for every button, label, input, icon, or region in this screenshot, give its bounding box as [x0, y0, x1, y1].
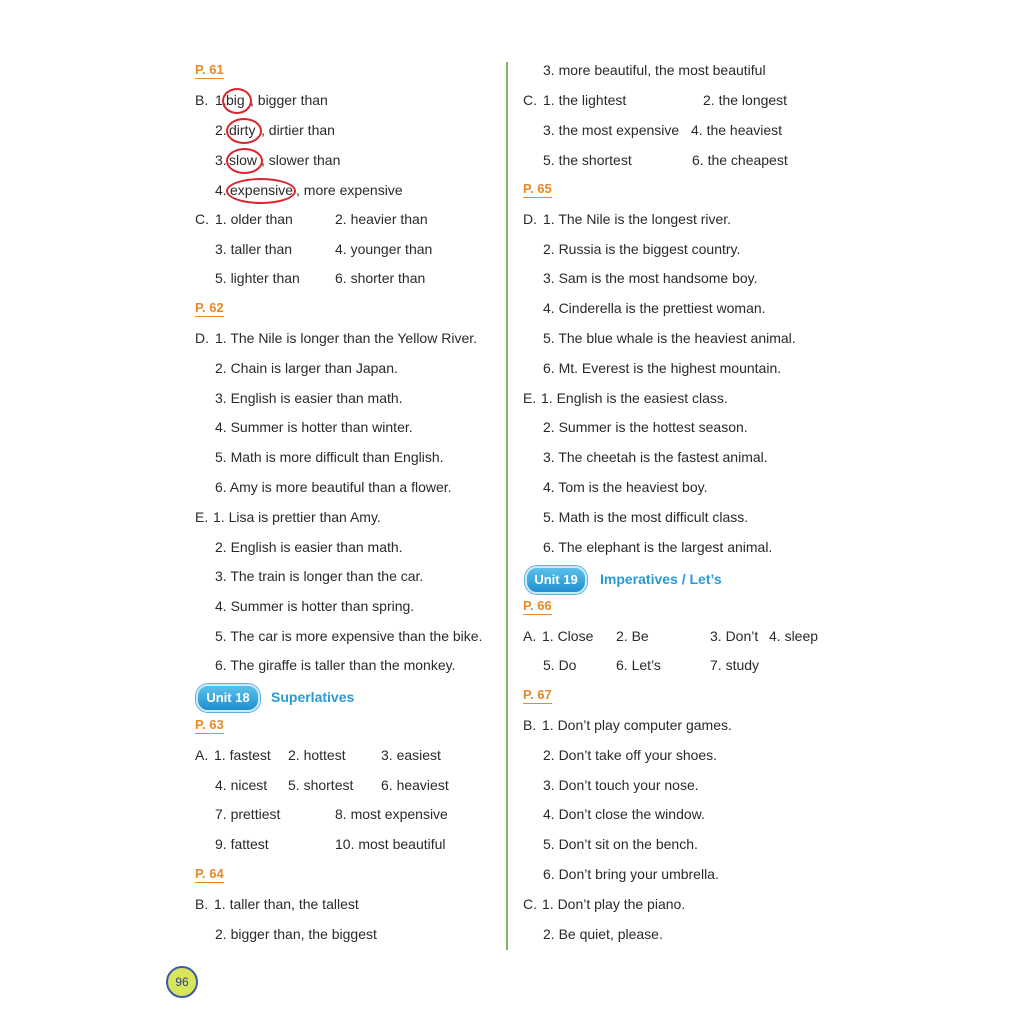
answer-a9: 9. fattest	[215, 836, 269, 852]
section-label-d-r: D.	[523, 211, 537, 227]
answer-rc2: 2. the longest	[703, 92, 788, 108]
page-number-badge: 96	[166, 966, 198, 998]
section-label-e: E.	[195, 509, 209, 525]
answer-ra6: 6. Let’s	[616, 657, 661, 673]
answer-rb5: 5. Don’t sit on the bench.	[543, 836, 698, 852]
section-label-a: A.	[195, 747, 209, 763]
answer-rb4: 4. Don’t close the window.	[543, 806, 705, 822]
answer-re3: 3. The cheetah is the fastest animal.	[543, 449, 768, 465]
answer-rd4: 4. Cinderella is the prettiest woman.	[543, 300, 766, 316]
unit-19-title: Imperatives / Let’s	[600, 571, 722, 587]
unit-18-title: Superlatives	[271, 689, 355, 705]
answer-rc4: 4. the heaviest	[691, 122, 783, 138]
answer-rc2-2: 2. Be quiet, please.	[543, 926, 663, 942]
answer-ra7: 7. study	[710, 657, 760, 673]
answer-b3-rest: , slower than	[261, 152, 341, 168]
section-label-b-64: B.	[195, 896, 209, 912]
page-ref-62: P. 62	[195, 300, 224, 315]
answer-ra5: 5. Do	[543, 657, 577, 673]
section-label-b: B.	[195, 92, 209, 108]
answer-rb6: 6. Don’t bring your umbrella.	[543, 866, 719, 882]
answer-re6: 6. The elephant is the largest animal.	[543, 539, 773, 555]
answer-c4: 4. younger than	[335, 241, 433, 257]
answer-d3: 3. English is easier than math.	[215, 390, 403, 406]
answer-a6: 6. heaviest	[381, 777, 449, 793]
section-label-d: D.	[195, 330, 209, 346]
page-ref-67: P. 67	[523, 687, 552, 702]
answer-b3-word: slow	[229, 152, 258, 168]
answer-b3-num: 3.	[215, 152, 227, 168]
answer-rc5: 5. the shortest	[543, 152, 632, 168]
unit-18-badge: Unit 18	[196, 684, 260, 712]
answer-r3: 3. more beautiful, the most beautiful	[543, 62, 766, 78]
answer-rb2: 2. Don’t take off your shoes.	[543, 747, 718, 763]
answer-rc3: 3. the most expensive	[543, 122, 680, 138]
answer-e3: 3. The train is longer than the car.	[215, 568, 424, 584]
answer-b64-2: 2. bigger than, the biggest	[215, 926, 377, 942]
answer-re2: 2. Summer is the hottest season.	[543, 419, 748, 435]
answer-d2: 2. Chain is larger than Japan.	[215, 360, 398, 376]
answer-e6: 6. The giraffe is taller than the monkey.	[215, 657, 456, 673]
answer-circle-b1	[222, 88, 252, 114]
page-ref-63: P. 63	[195, 717, 224, 732]
answer-c1: 1. older than	[215, 211, 293, 227]
answer-c6: 6. shorter than	[335, 270, 426, 286]
answer-a2: 2. hottest	[288, 747, 346, 763]
answer-e2: 2. English is easier than math.	[215, 539, 403, 555]
answer-ra1: 1. Close	[542, 628, 594, 644]
answer-rc6: 6. the cheapest	[692, 152, 788, 168]
answer-b4-num: 4.	[215, 182, 227, 198]
answer-a1: 1. fastest	[214, 747, 271, 763]
page-ref-66: P. 66	[523, 598, 552, 613]
column-divider	[506, 62, 508, 950]
answer-re4: 4. Tom is the heaviest boy.	[543, 479, 708, 495]
answer-ra3: 3. Don’t	[710, 628, 759, 644]
answer-rc2-1: 1. Don’t play the piano.	[542, 896, 686, 912]
answer-ra4: 4. sleep	[769, 628, 819, 644]
answer-d5: 5. Math is more difficult than English.	[215, 449, 444, 465]
answer-d6: 6. Amy is more beautiful than a flower.	[215, 479, 452, 495]
page-ref-61: P. 61	[195, 62, 224, 77]
answer-e1: 1. Lisa is prettier than Amy.	[213, 509, 381, 525]
section-label-a-r: A.	[523, 628, 537, 644]
answer-a4: 4. nicest	[215, 777, 268, 793]
answer-c2: 2. heavier than	[335, 211, 428, 227]
section-label-b-r: B.	[523, 717, 537, 733]
answer-rd1: 1. The Nile is the longest river.	[543, 211, 732, 227]
answer-circle-b2	[226, 118, 262, 144]
answer-b4-word: expensive	[230, 182, 294, 198]
answer-a8: 8. most expensive	[335, 806, 448, 822]
answer-d1: 1. The Nile is longer than the Yellow River.	[215, 330, 478, 346]
answer-rd5: 5. The blue whale is the heaviest animal.	[543, 330, 796, 346]
answer-b64-1: 1. taller than, the tallest	[214, 896, 359, 912]
answer-b1-rest: , bigger than	[250, 92, 328, 108]
answer-circle-b4	[226, 178, 296, 204]
answer-rd2: 2. Russia is the biggest country.	[543, 241, 741, 257]
answer-rb1: 1. Don’t play computer games.	[542, 717, 732, 733]
answer-b1-word: big	[226, 92, 245, 108]
answer-d4: 4. Summer is hotter than winter.	[215, 419, 413, 435]
section-label-c-r: C.	[523, 92, 537, 108]
answer-b2-rest: , dirtier than	[261, 122, 335, 138]
answer-a5: 5. shortest	[288, 777, 354, 793]
page-ref-65: P. 65	[523, 181, 552, 196]
answer-e4: 4. Summer is hotter than spring.	[215, 598, 415, 614]
answer-c5: 5. lighter than	[215, 270, 300, 286]
answer-b1-num: 1.	[215, 92, 227, 108]
section-label-c2-r: C.	[523, 896, 537, 912]
section-label-e-r: E.	[523, 390, 537, 406]
answer-re5: 5. Math is the most difficult class.	[543, 509, 749, 525]
answer-rd3: 3. Sam is the most handsome boy.	[543, 270, 758, 286]
answer-b2-num: 2.	[215, 122, 227, 138]
answer-rd6: 6. Mt. Everest is the highest mountain.	[543, 360, 782, 376]
answer-re1: 1. English is the easiest class.	[541, 390, 728, 406]
answer-a10: 10. most beautiful	[335, 836, 446, 852]
section-label-c: C.	[195, 211, 209, 227]
answer-circle-b3	[226, 148, 263, 174]
answer-c3: 3. taller than	[215, 241, 293, 257]
answer-a3: 3. easiest	[381, 747, 441, 763]
answer-b4-rest: , more expensive	[296, 182, 403, 198]
answer-rc1: 1. the lightest	[543, 92, 627, 108]
answer-rb3: 3. Don’t touch your nose.	[543, 777, 699, 793]
answer-e5: 5. The car is more expensive than the bike.	[215, 628, 483, 644]
answer-ra2: 2. Be	[616, 628, 649, 644]
page-ref-64: P. 64	[195, 866, 224, 881]
unit-19-badge: Unit 19	[525, 566, 587, 594]
answer-b2-word: dirty	[229, 122, 256, 138]
answer-a7: 7. prettiest	[215, 806, 281, 822]
